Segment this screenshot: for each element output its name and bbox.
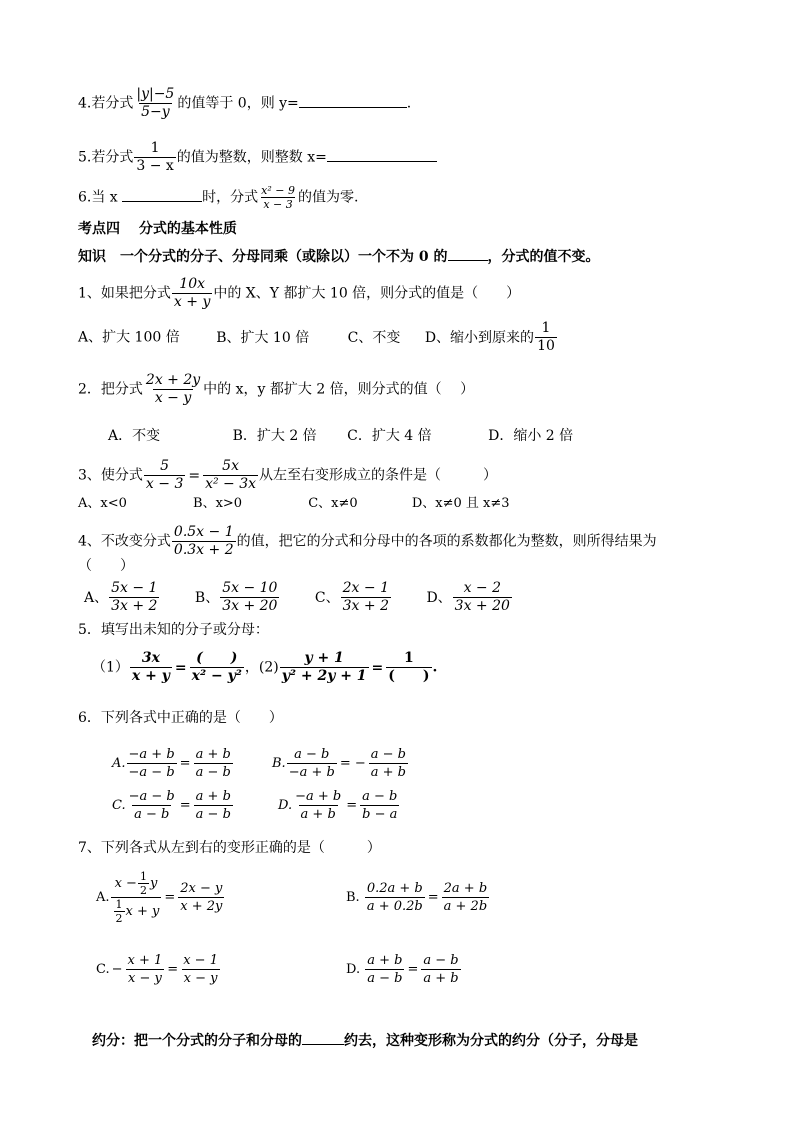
p6-c-right-den: a − b	[195, 807, 231, 822]
reduce-blank[interactable]	[302, 1030, 344, 1045]
p6-option-a[interactable]: A. $\frac{-a + b}{-a - b}$ = $\frac{a + b}{a - b}$	[112, 747, 231, 780]
q6-prefix: 6.当 x	[78, 189, 118, 206]
p4-answer-paren[interactable]: （ ）	[78, 558, 134, 574]
p4-a-numerator: 5x − 1	[111, 580, 158, 596]
p7-a-bottom-post: x + y	[125, 904, 160, 919]
q4-numerator: |y|−5	[136, 86, 175, 102]
p1-option-d[interactable]	[424, 320, 558, 354]
p7-c-left-num: x + 1	[127, 953, 163, 968]
p7-c-right-den: x − y	[183, 971, 218, 986]
p5-fraction-3	[280, 650, 369, 685]
p6-b-right-den: a + b	[370, 765, 406, 780]
p6-b-left	[287, 746, 337, 781]
reduce-text-b: 约去，这种变形称为分式的约分（分子，分母是	[344, 1033, 638, 1049]
p1-denominator: x + y	[173, 294, 211, 310]
reduce-label: 约分：	[92, 1033, 134, 1049]
p4-options	[84, 580, 513, 615]
p6-a-right	[194, 746, 233, 781]
section-title: 考点四 分式的基本性质	[78, 221, 237, 237]
p6-title: 6．下列各式中正确的是（ ）	[78, 710, 283, 726]
p4-b-numerator: 5x − 10	[222, 580, 278, 596]
p5-equals-1: =	[174, 659, 187, 676]
problem-3	[78, 458, 497, 493]
p7-a-bottom-half-num: 1	[115, 898, 123, 911]
p5-f1-denominator: x + y	[131, 668, 170, 684]
q4-prefix: 4.若分式	[78, 95, 134, 112]
p4-suffix: 的值，把它的分式和分母中的各项的系数都化为整数，则所得结果为	[236, 533, 657, 550]
q6-fraction	[259, 184, 297, 211]
p2-denominator: x − y	[154, 390, 192, 406]
p2-prefix: 2．把分式	[78, 381, 143, 398]
p5-label-1: （1）	[92, 659, 129, 676]
p3-option-d[interactable]: D、x≠0 且 x≠3	[411, 496, 510, 511]
p7-a-right-num: 2x − y	[180, 881, 223, 896]
p5-f4-numerator: 1	[404, 650, 414, 666]
p5-fraction-4[interactable]	[386, 650, 431, 685]
p5-title: 5．填写出未知的分子或分母：	[78, 622, 269, 638]
p1-option-d-label: D、缩小到原来的	[424, 329, 535, 346]
p4-d-numerator: x − 2	[463, 580, 502, 596]
p4-option-d-label: D、	[426, 589, 452, 606]
q5-numerator: 1	[150, 140, 160, 156]
p4-option-b-fraction	[220, 580, 279, 615]
p4-denominator: 0.3x + 2	[173, 542, 234, 558]
q5-prefix: 5.若分式	[78, 149, 134, 166]
problem-2	[78, 372, 474, 407]
p7-b-left-den: a + 0.2b	[366, 899, 423, 914]
p7-a-right	[178, 880, 224, 915]
p3-suffix: 从左至右变形成立的条件是（ ）	[259, 467, 498, 484]
p5-f1-numerator: 3x	[141, 650, 160, 666]
p2-option-c[interactable]: C．扩大 4 倍	[347, 428, 432, 444]
question-4	[78, 86, 411, 121]
p3-equals: =	[188, 467, 201, 484]
q6-numerator: x² − 9	[261, 184, 295, 197]
q5-answer-blank[interactable]	[327, 147, 437, 162]
p4-option-c-fraction	[341, 580, 391, 615]
p6-d-right	[360, 788, 399, 823]
p6-c-label: C.	[112, 798, 126, 813]
p7-a-right-den: x + 2y	[180, 899, 223, 914]
p1-suffix: 中的 X、Y 都扩大 10 倍，则分式的值是（ ）	[213, 285, 521, 302]
p6-b-right-num: a − b	[370, 747, 406, 762]
p3-left-numerator: 5	[160, 458, 170, 474]
p6-c-left	[127, 788, 177, 823]
p6-d-left-num: −a + b	[295, 789, 342, 804]
p7-a-complex-top	[113, 870, 160, 897]
p5-f2-numerator-blank[interactable]: ( )	[196, 650, 238, 666]
p3-option-c[interactable]: C、x≠0	[308, 496, 358, 511]
knowledge-text-b: ，分式的值不变。	[487, 249, 600, 265]
p7-a-top-half-num: 1	[139, 870, 147, 883]
p1-d-denominator: 10	[537, 338, 555, 354]
p4-option-c[interactable]	[314, 580, 392, 614]
p3-prefix: 3、使分式	[78, 467, 143, 484]
p3-left-denominator: x − 3	[145, 476, 184, 492]
q6-denominator: x − 3	[263, 198, 293, 211]
p1-options	[78, 320, 558, 355]
p7-c-left-den: x − y	[127, 971, 162, 986]
p7-d-right-num: a − b	[423, 953, 459, 968]
p4-option-a-fraction	[109, 580, 159, 615]
question-5	[78, 140, 437, 175]
p7-option-b[interactable]: B. $\frac{0.2a + b}{a + 0.2b}$ = $\frac{2a + b}{a + 2b}$	[346, 881, 488, 914]
reduction-definition	[92, 1030, 638, 1051]
q4-end: .	[406, 95, 412, 112]
p3-option-b[interactable]: B、x>0	[193, 496, 243, 511]
p4-numerator: 0.5x − 1	[173, 524, 234, 540]
p7-option-a[interactable]: A. x − $\frac{1}{2}$ y $\frac{1}{2}$ x + y = $\frac{2x - y}{x + 2y}$	[96, 870, 223, 925]
p7-a-bottom-half-den: 2	[115, 912, 123, 925]
p7-a-top-post: y	[149, 876, 158, 891]
p7-c-left	[126, 952, 165, 987]
p2-option-d[interactable]: D．缩小 2 倍	[488, 428, 574, 444]
p4-c-numerator: 2x − 1	[342, 580, 389, 596]
p4-d-denominator: 3x + 20	[454, 598, 510, 614]
p6-d-right-den: b − a	[362, 807, 398, 822]
p7-a-complex-bottom	[111, 897, 162, 925]
q4-denominator: 5−y	[141, 104, 170, 120]
p7-d-left-num: a + b	[367, 953, 403, 968]
q5-mid: 的值为整数，则整数 x=	[176, 149, 327, 166]
p7-option-c[interactable]: C. − $\frac{x + 1}{x - y}$ = $\frac{x - 1}{x - y}$	[96, 953, 218, 986]
p6-c-left-den: a − b	[134, 807, 170, 822]
p1-option-c[interactable]: C、不变	[347, 329, 401, 346]
p4-option-a[interactable]	[84, 580, 160, 614]
q6-mid: 时，分式	[202, 189, 259, 206]
p7-a-bottom-half	[114, 898, 125, 925]
p1-option-d-fraction	[535, 320, 557, 355]
p7-a-top-pre: x −	[114, 876, 137, 891]
p1-fraction	[172, 276, 212, 311]
p7-b-left-num: 0.2a + b	[366, 881, 423, 896]
p4-option-d[interactable]	[426, 580, 512, 614]
p5-equals-2: =	[371, 659, 384, 676]
p3-options	[78, 494, 510, 514]
q4-answer-blank[interactable]	[299, 93, 407, 108]
p7-b-right	[442, 880, 490, 915]
p6-a-left-den: −a − b	[128, 765, 175, 780]
p6-option-b[interactable]	[272, 746, 409, 781]
knowledge-text-a: 一个分式的分子、分母同乘（或除以）一个不为 0 的	[120, 249, 448, 265]
p1-option-b[interactable]: B、扩大 10 倍	[216, 329, 310, 346]
p5-fraction-1	[130, 650, 172, 685]
p6-a-left	[127, 746, 177, 781]
p7-d-label: D.	[346, 962, 361, 977]
p4-prefix: 4、不改变分式	[78, 533, 171, 550]
p1-prefix: 1、如果把分式	[78, 285, 171, 302]
p7-b-label: B.	[346, 890, 360, 905]
p6-b-left-den: −a + b	[288, 765, 335, 780]
p7-d-left-den: a − b	[367, 971, 403, 986]
p7-title: 7、下列各式从左到右的变形正确的是（ ）	[78, 840, 381, 856]
p6-b-label: B.	[272, 756, 286, 771]
p6-a-label: A.	[112, 756, 126, 771]
p4-option-a-label: A、	[84, 589, 109, 606]
p4-b-denominator: 3x + 20	[222, 598, 278, 614]
question-6	[78, 184, 358, 211]
q6-end: 的值为零.	[297, 189, 359, 206]
p7-c-right	[181, 952, 220, 987]
p5-f3-numerator: y + 1	[304, 650, 344, 666]
p7-c-sign: −	[111, 962, 123, 977]
p7-a-complex-fraction	[111, 870, 162, 925]
p1-d-numerator: 1	[541, 320, 551, 336]
p4-option-c-label: C、	[314, 589, 340, 606]
p1-option-a[interactable]: A、扩大 100 倍	[78, 329, 180, 346]
p2-numerator: 2x + 2y	[145, 372, 201, 388]
p7-b-right-num: 2a + b	[443, 881, 488, 896]
p2-fraction	[144, 372, 202, 407]
knowledge-label: 知识	[78, 249, 106, 265]
p3-right-denominator: x² − 3x	[205, 476, 257, 492]
p4-option-b-label: B、	[194, 589, 220, 606]
p5-fraction-2[interactable]	[190, 650, 244, 685]
p5-f4-denominator-blank[interactable]: ( )	[388, 668, 430, 684]
p6-option-c[interactable]: C. $\frac{-a - b}{a - b}$ = $\frac{a + b}{a - b}$	[112, 789, 231, 822]
p6-c-left-num: −a − b	[128, 789, 175, 804]
p6-a-right-num: a + b	[195, 747, 231, 762]
p6-d-right-num: a − b	[362, 789, 398, 804]
knowledge-line	[78, 246, 600, 267]
p5-end: .	[432, 659, 438, 676]
p6-c-right	[194, 788, 233, 823]
q5-fraction	[134, 140, 175, 175]
p4-option-b[interactable]	[194, 580, 281, 614]
p7-a-label: A.	[96, 890, 110, 905]
p7-a-top-half-den: 2	[139, 884, 147, 897]
p5-label-2: ，(2)	[244, 659, 279, 676]
problem-1	[78, 276, 520, 311]
p4-c-denominator: 3x + 2	[342, 598, 389, 614]
q4-mid: 的值等于 0，则 y=	[177, 95, 299, 112]
p2-suffix: 中的 x，y 都扩大 2 倍，则分式的值（ ）	[203, 381, 475, 398]
p6-d-label: D.	[278, 798, 293, 813]
q4-fraction	[134, 86, 176, 121]
p2-option-b[interactable]: B．扩大 2 倍	[232, 428, 317, 444]
p7-c-right-num: x − 1	[183, 953, 218, 968]
p3-right-fraction	[203, 458, 258, 493]
p7-d-right-den: a + b	[423, 971, 459, 986]
p2-options	[108, 426, 573, 446]
q5-denominator: 3 − x	[136, 158, 174, 174]
p7-d-left	[365, 952, 404, 987]
p6-b-left-num: a − b	[294, 747, 330, 762]
p7-d-right	[421, 952, 460, 987]
p7-b-right-den: a + 2b	[443, 899, 488, 914]
p5-f2-denominator: x² − y²	[191, 668, 242, 684]
p2-option-a[interactable]: A．不变	[108, 428, 161, 444]
p7-c-label: C.	[96, 962, 110, 977]
p5-equations	[92, 650, 437, 685]
p3-left-fraction	[144, 458, 185, 493]
problem-4	[78, 524, 657, 559]
p4-fraction	[172, 524, 236, 559]
p7-b-left	[365, 880, 425, 915]
p7-a-top-half	[138, 870, 149, 897]
p6-a-left-num: −a + b	[128, 747, 175, 762]
p6-d-left-den: a + b	[300, 807, 336, 822]
reduce-text-a: 把一个分式的分子和分母的	[134, 1033, 302, 1049]
p6-b-right	[369, 746, 408, 781]
p5-f3-denominator: y² + 2y + 1	[281, 668, 367, 684]
p3-option-a[interactable]: A、x<0	[78, 496, 127, 511]
p3-right-numerator: 5x	[222, 458, 239, 474]
p6-d-left	[293, 788, 343, 823]
knowledge-blank[interactable]	[448, 246, 488, 261]
p6-a-right-den: a − b	[195, 765, 231, 780]
p6-option-d[interactable]: D. $\frac{-a + b}{a + b}$ = $\frac{a - b}{b - a}$	[278, 789, 398, 822]
p1-numerator: 10x	[179, 276, 205, 292]
q6-answer-blank[interactable]	[122, 187, 202, 202]
p6-b-sign: = −	[339, 756, 366, 771]
p4-option-d-fraction	[453, 580, 512, 615]
p4-a-denominator: 3x + 2	[111, 598, 158, 614]
p6-c-right-num: a + b	[195, 789, 231, 804]
p7-option-d[interactable]: D. $\frac{a + b}{a - b}$ = $\frac{a - b}{a + b}$	[346, 953, 459, 986]
